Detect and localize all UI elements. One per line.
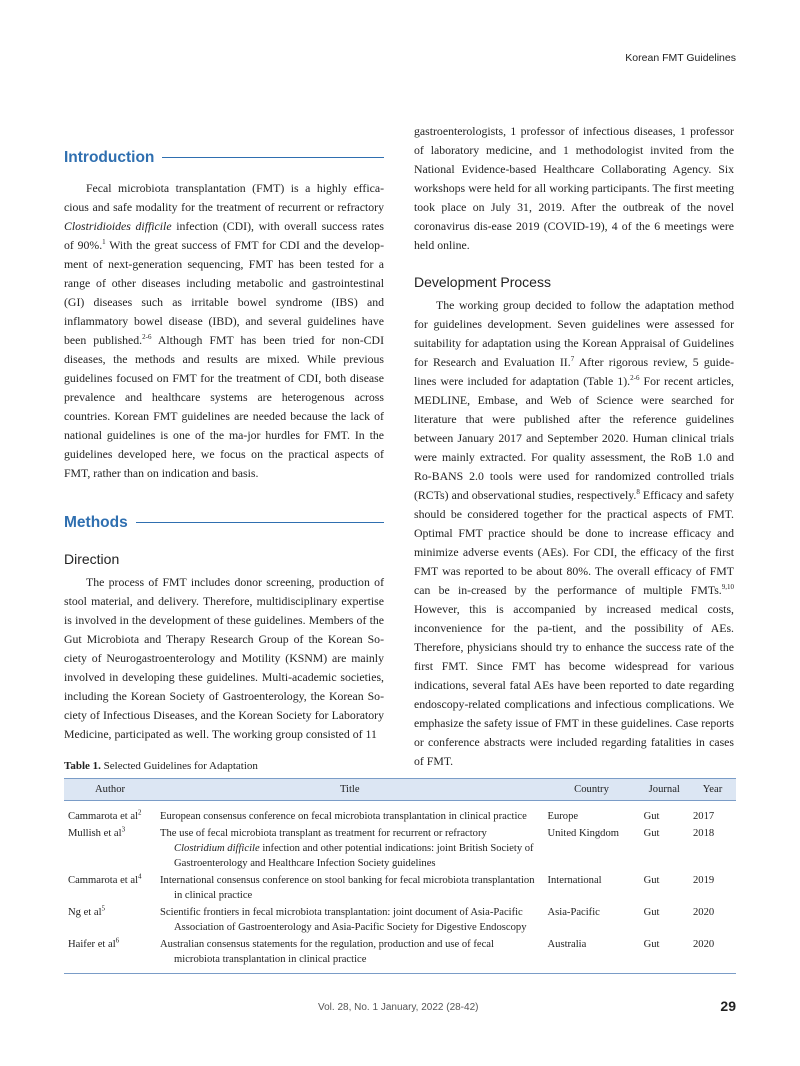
issue-info: Vol. 28, No. 1 January, 2022 (28-42): [318, 1002, 479, 1013]
country-cell: International: [547, 875, 602, 886]
header-title: Title: [339, 784, 360, 795]
development-process-heading: Development Process: [414, 274, 551, 290]
title-cell: The use of fecal microbiota transplant as treatment for recurrent or refractory Clostridium difficile infection and other potential indications: joint British Society of Gastroenterology and Healthcare Infection Society guidelines: [160, 828, 534, 869]
journal-cell: Gut: [643, 939, 660, 950]
year-cell: 2020: [692, 907, 715, 918]
author-cell: Ng et $al^5$: [68, 904, 106, 918]
title-cell: Australian consensus statements for the regulation, production and use of fecal microbiota transplantation in clinical practice: [160, 939, 494, 965]
heading-rule: [136, 522, 384, 523]
year-cell: 2020: [692, 939, 715, 950]
table-row: [64, 801, 736, 825]
direction-paragraph-continued: gastroenterologists, 1 professor of infectious diseases, 1 professor of laboratory medicine, and 1 methodologist invited from the National Evidence-based Healthcare Collaborating Agency. Six workshops were held for all working participants. The first meeting took place on July 31, 2019. After the outbreak of the novel coronavirus dis-ease 2019 (COVID-19), 4 of the 6 meetings were held online.: [414, 124, 734, 252]
direction-paragraph: The process of FMT includes donor screening, production of stool material, and delivery. Therefore, multidisciplinary expertise is involved in the development of these guidelines. Members of the Gut Microbiota and Therapy Research Group of the Korean So-ciety of Neurogastroenterology and Motility (KSNM) are mainly involved in developing these guidelines. Multi-academic societies, including the Korean Society of Gastroenterology, the Korean So-ciety of Infectious Diseases, and the Korean Society for Laboratory Medicine, participated as well. The working group consisted of 11: [64, 575, 384, 741]
table-row: [64, 935, 736, 974]
journal-cell: Gut: [643, 907, 660, 918]
header-journal: Journal: [648, 784, 680, 795]
direction-heading: Direction: [64, 551, 120, 567]
header-author: Author: [95, 784, 126, 795]
year-cell: 2018: [692, 828, 715, 839]
guidelines-table: [64, 778, 736, 974]
header-year: Year: [702, 784, 723, 795]
title-cell: European consensus conference on fecal microbiota transplantation in clinical practice: [160, 811, 527, 822]
title-cell: International consensus conference on stool banking for fecal microbiota transplantation in clinical practice: [160, 875, 535, 901]
author-cell: Cammarota et $al^4$: [68, 872, 142, 886]
journal-cell: Gut: [643, 875, 660, 886]
introduction-heading: [64, 148, 384, 167]
right-column: [414, 122, 734, 771]
journal-cell: Gut: [643, 828, 660, 839]
introduction-title: Introduction: [64, 149, 155, 166]
heading-rule: [162, 157, 384, 158]
left-column: [64, 120, 384, 744]
table-row: [64, 903, 736, 935]
table-row: [64, 824, 736, 871]
table-caption: Table 1. Selected Guidelines for Adaptation: [64, 760, 258, 772]
year-cell: 2017: [692, 811, 715, 822]
country-cell: Europe: [547, 811, 579, 822]
table-row: [64, 871, 736, 903]
author-cell: Mullish et $al^3$: [68, 825, 126, 839]
methods-title: Methods: [64, 514, 128, 531]
introduction-paragraph: Fecal microbiota transplantation (FMT) is a highly effica-cious and safe modality for the treatment of recurrent or refractory Clostridioides difficile infection (CDI), with overall success rates of 90%.$^1$ With the great success of FMT for CDI and the develop-ment of next-generation sequencing, FMT has been tested for a range of other diseases including metabolic and gastrointestinal (GI) diseases such as irritable bowel syndrome (IBS) and inflammatory bowel disease (IBD), and several guidelines have been published.$^{2-6}$ Although FMT has been tried for non-CDI diseases, the methods and results are mixed. While previous guidelines focused on FMT for the treatment of CDI, both disease prevalence and healthcare systems are heterogenous across countries. Korean FMT guidelines are needed because the lack of national guidelines is one of the ma-jor hurdles for FMT. In the guidelines developed here, we focus on the practical aspects of FMT, rather than on indication and basis.: [64, 181, 384, 480]
author-cell: Cammarota et $al^2$: [68, 808, 142, 822]
table-header-row: [64, 779, 736, 801]
table-1: [64, 760, 736, 974]
country-cell: Australia: [547, 939, 587, 950]
journal-cell: Gut: [643, 811, 660, 822]
methods-heading: [64, 513, 384, 532]
author-cell: Haifer et $al^6$: [68, 936, 120, 950]
country-cell: United Kingdom: [547, 828, 620, 839]
development-process-paragraph: The working group decided to follow the adaptation method for guidelines development. Seven guidelines were assessed for suitability for adaptation using the Korean Appraisal of Guidelines for Research and Evaluation II.$^7$ After rigorous review, 5 guide-lines were included for adaptation (Table 1).$^{2-6}$ For recent articles, MEDLINE, Embase, and Web of Science were searched for literature that were published after the reference guidelines between January 2017 and September 2020. Human clinical trials were mainly extracted. For quality assessment, the RoB 1.0 and Ro-BANS 2.0 tools were used for randomized controlled trials (RCTs) and observational studies, respectively.$^8$ Efficacy and safety should be considered together for the practical aspects of FMT. Optimal FMT practice should be done to increase efficacy and minimize adverse events (AEs). For CDI, the efficacy of the first FMT was reported to be about 80%. The overall efficacy of FMT can be in-creased by the performance of multiple FMTs.$^{9,10}$ However, this is accompanied by increased medical costs, inconvenience for the pa-tient, and the possibility of AEs. Therefore, physicians should try to enhance the success rate of the first FMT. Since FMT has become widespread for various indications, several fatal AEs have been reported to date regarding endoscopy-related complications and infectious complications. We emphasize the safety issue of FMT in these guidelines. Case reports or conference abstracts were included regarding fatalities in cases of FMT.: [414, 298, 734, 768]
year-cell: 2019: [692, 875, 715, 886]
running-head: Korean FMT Guidelines: [625, 52, 736, 64]
country-cell: Asia-Pacific: [547, 907, 600, 918]
page-number: 29: [720, 998, 736, 1014]
title-cell: Scientific frontiers in fecal microbiota transplantation: joint document of Asia-Pacific Association of Gastroenterology and Asia-Pacific Society for Digestive Endoscopy: [160, 907, 527, 933]
header-country: Country: [574, 784, 609, 795]
